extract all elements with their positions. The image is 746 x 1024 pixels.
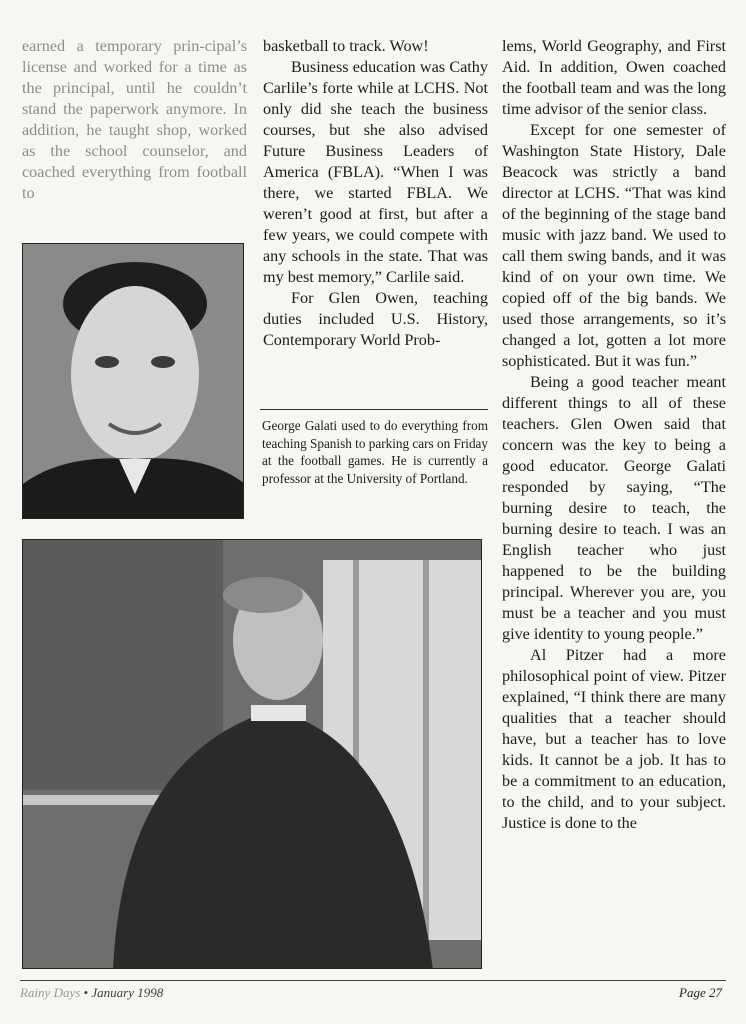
- column-2-paragraph: For Glen Owen, teaching duties included U.S. History, Contemporary World Prob-: [263, 289, 488, 349]
- column-2-paragraph: basketball to track. Wow!: [263, 37, 429, 55]
- caption-divider: [260, 409, 488, 410]
- classroom-illustration: [23, 540, 482, 969]
- article-column-1: [22, 36, 247, 204]
- footer-publication-info: [20, 985, 163, 1001]
- article-column-2: [263, 36, 488, 351]
- portrait-photo-george-galati: [22, 243, 244, 519]
- column-3-paragraph: Al Pitzer had a more philosophical point of view. Pitzer explained, “I think there are many qualities that a teacher should have, but a teacher has to love kids. It cannot be a job. It has to be a commitment to an education, to the child, and to your subject. Justice is done to the: [502, 646, 726, 832]
- photo-caption: George Galati used to do everything from teaching Spanish to parking cars on Friday at the football games. He is currently a professor at the University of Portland.: [262, 418, 488, 486]
- column-3-paragraph: Being a good teacher meant different things to all of these teachers. Glen Owen said that concern was the key to being a good educator. George Galati responded by saying, “The burning desire to teach, the burning desire to teach. I was an English teacher who just happened to be the building principal. Wherever you are, you must be a teacher and you must give identity to young people.”: [502, 373, 726, 643]
- publication-name: Rainy Days: [20, 985, 81, 1000]
- footer-divider: [20, 980, 726, 981]
- publication-date: January 1998: [91, 985, 164, 1000]
- portrait-illustration: [23, 244, 244, 519]
- article-column-3: [502, 36, 726, 834]
- classroom-photo: [22, 539, 482, 969]
- column-2-paragraph: Business education was Cathy Carlile’s forte while at LCHS. Not only did she teach the business courses, but she also advised Future Business Leaders of America (FBLA). “When I was there, we started FBLA. We weren’t good at first, but after a few years, we could compete with any schools in the state. That was my best memory,” Carlile said.: [263, 58, 488, 286]
- column-1-text: earned a temporary prin-cipal’s license and worked for a time as the principal, until he couldn’t stand the paperwork anymore. In addition, he taught shop, worked as the school counselor, and coached everything from football to: [22, 37, 247, 202]
- page-number: Page 27: [679, 985, 722, 1000]
- column-3-paragraph: Except for one semester of Washington State History, Dale Beacock was strictly a band director at LCHS. “That was kind of the beginning of the stage band music with jazz band. We used to call them swing bands, and it was kind of on your own time. We copied off of the big bands. We used those arrangements, so it’s changed a lot, gotten a lot more sophisticated. But it was fun.”: [502, 121, 726, 370]
- footer-separator: •: [80, 985, 92, 1000]
- column-3-paragraph: lems, World Geography, and First Aid. In addition, Owen coached the football team and was the long time advisor of the senior class.: [502, 37, 726, 118]
